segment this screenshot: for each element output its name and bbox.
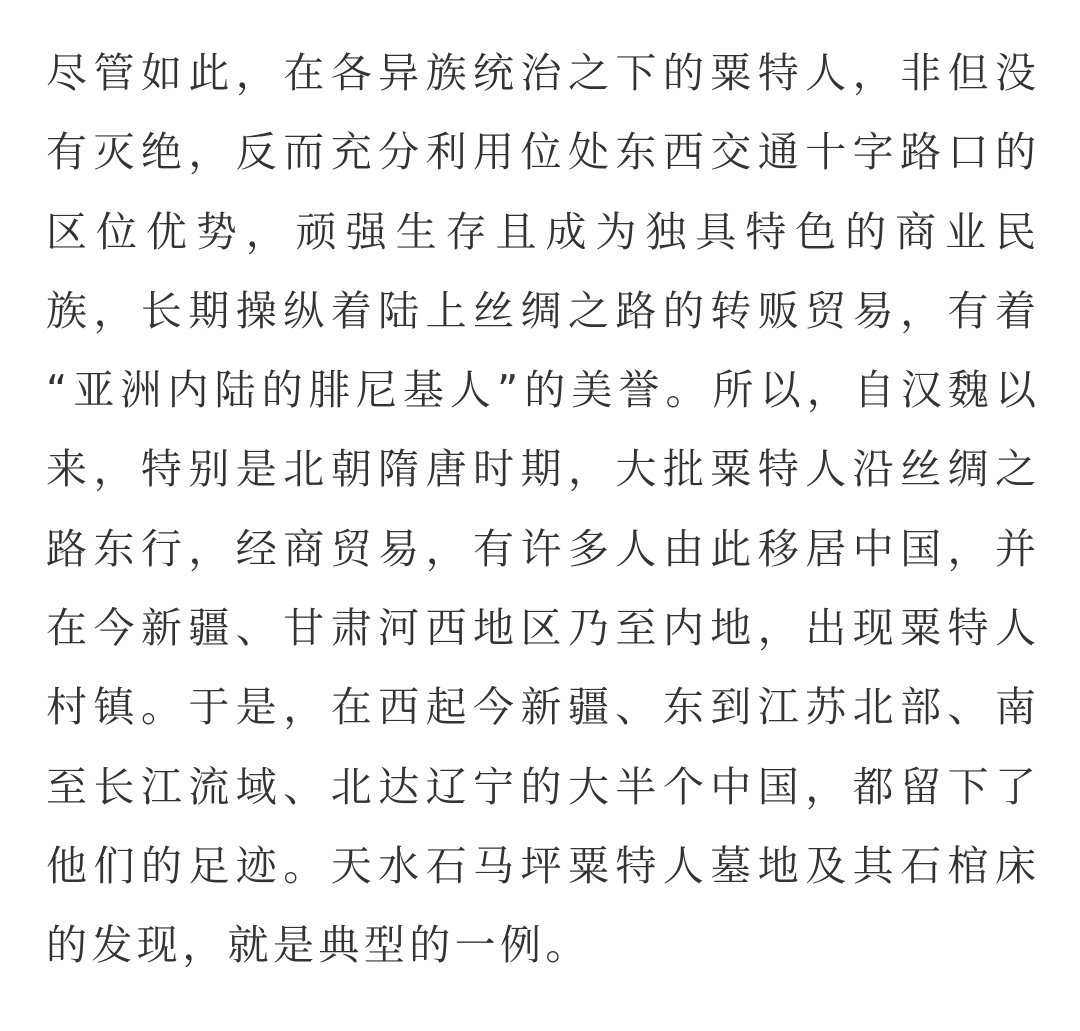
paragraph-line-7: 路东行，经商贸易，有许多人由此移居中国，并: [46, 524, 1036, 573]
article-paragraph: [46, 34, 1036, 986]
paragraph-line-10: 至长江流域、北达辽宁的大半个中国，都留下了: [46, 762, 1036, 811]
paragraph-line-6: 来，特别是北朝隋唐时期，大批粟特人沿丝绸之: [46, 445, 1036, 494]
paragraph-line-1: 尽管如此，在各异族统治之下的粟特人，非但没: [46, 49, 1036, 97]
paragraph-line-9: 村镇。于是，在西起今新疆、东到江苏北部、南: [46, 683, 1036, 732]
paragraph-line-4: 族，长期操纵着陆上丝绸之路的转贩贸易，有着: [46, 286, 1036, 335]
paragraph-line-11: 他们的足迹。天水石马坪粟特人墓地及其石棺床: [46, 841, 1036, 890]
paragraph-line-12: 的发现，就是典型的一例。: [46, 921, 591, 970]
paragraph-line-2: 有灭绝，反而充分利用位处东西交通十字路口的: [46, 128, 1036, 177]
paragraph-line-8: 在今新疆、甘肃河西地区乃至内地，出现粟特人: [46, 604, 1036, 653]
paragraph-line-5: “亚洲内陆的腓尼基人”的美誉。所以，自汉魏以: [46, 366, 1036, 415]
paragraph-line-3: 区位优势，顽强生存且成为独具特色的商业民: [46, 207, 1036, 256]
